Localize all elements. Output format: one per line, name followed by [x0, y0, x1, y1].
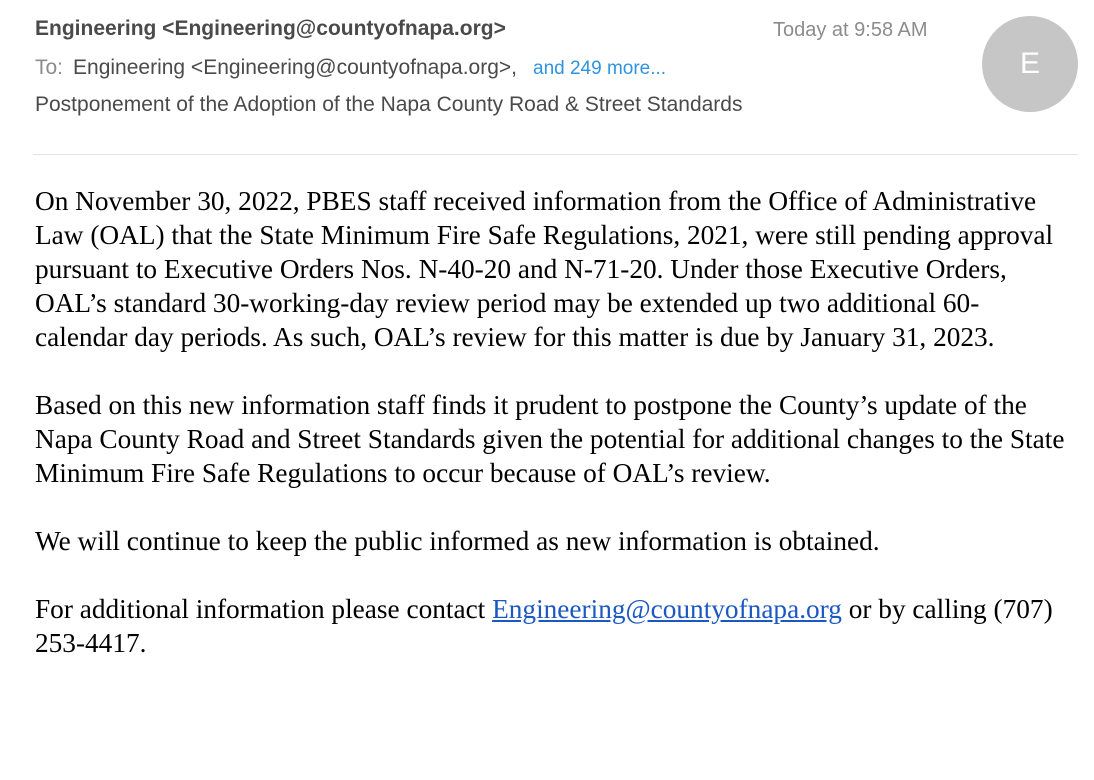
sender-name[interactable]: Engineering <Engineering@countyofnapa.org>	[35, 17, 506, 40]
body-paragraph-4	[35, 592, 1065, 660]
contact-suffix: or by calling (707) 253-4417.	[35, 594, 1053, 658]
contact-email-link[interactable]: Engineering@countyofnapa.org	[492, 594, 842, 624]
recipient-address[interactable]: Engineering <Engineering@countyofnapa.org>,	[73, 56, 517, 79]
received-date: Today at 9:58 AM	[773, 19, 928, 41]
contact-prefix: For additional information please contact	[35, 594, 493, 624]
to-label: To:	[35, 56, 64, 79]
more-recipients-link[interactable]: and 249 more...	[533, 58, 667, 79]
body-paragraph-2: Based on this new information staff finds it prudent to postpone the County’s update of the Napa County Road and Street Standards given the potential for additional changes to the State Minimum Fire Safe Regulations to occur because of OAL’s review.	[35, 390, 1065, 488]
body-paragraph-3: We will continue to keep the public informed as new information is obtained.	[35, 526, 880, 556]
header-divider	[33, 154, 1078, 155]
avatar-initial: E	[1019, 47, 1040, 80]
sender-avatar	[982, 16, 1078, 112]
body-paragraph-1: On November 30, 2022, PBES staff received information from the Office of Administrative Law (OAL) that the State Minimum Fire Safe Regulations, 2021, were still pending approval pursuant to Executive Orders Nos. N-40-20 and N-71-20. Under those Executive Orders, OAL’s standard 30-working-day review period may be extended up two additional 60-calendar day periods. As such, OAL’s review for this matter is due by January 31, 2023.	[35, 186, 1054, 352]
recipients-row	[35, 56, 666, 80]
email-subject: Postponement of the Adoption of the Napa County Road & Street Standards	[35, 93, 743, 116]
email-body	[35, 184, 1065, 660]
email-header	[0, 0, 1094, 155]
